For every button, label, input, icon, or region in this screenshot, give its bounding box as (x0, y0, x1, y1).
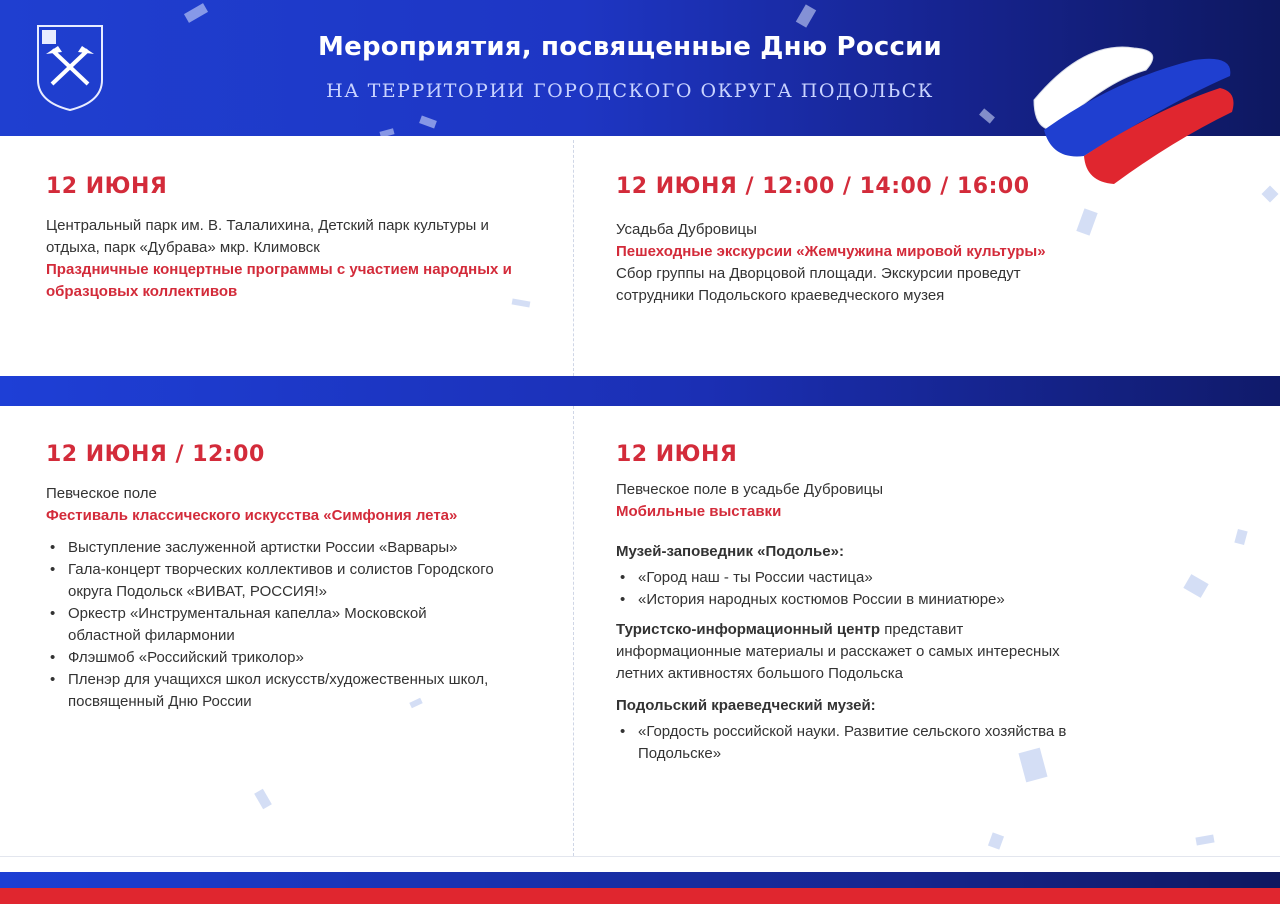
list-item: • Оркестр «Инструментальная капелла» Московской областной филармонии (46, 603, 496, 647)
confetti-decoration (512, 298, 531, 307)
event-place: Усадьба Дубровицы (616, 221, 757, 238)
confetti-decoration (1262, 186, 1279, 203)
section-band (0, 376, 1280, 406)
event-date: 12 ИЮНЯ (616, 442, 738, 467)
page-subtitle: НА ТЕРРИТОРИИ ГОРОДСКОГО ОКРУГА ПОДОЛЬСК (326, 80, 934, 102)
list-item: • Пленэр для учащихся школ искусств/художественных школ, посвященный Дню России (46, 669, 496, 713)
exhibition-list (616, 567, 1086, 611)
confetti-decoration (1195, 834, 1214, 845)
confetti-decoration (419, 116, 437, 129)
exhibition-list (616, 721, 1086, 765)
list-item: • «Гордость российской науки. Развитие сельского хозяйства в Подольске» (616, 721, 1086, 765)
event-place: Певческое поле в усадьбе Дубровицы (616, 481, 884, 498)
confetti-decoration (1234, 529, 1247, 545)
list-item: • Флэшмоб «Российский триколор» (46, 647, 496, 669)
event-card-top-left (46, 174, 526, 303)
list-item: • «История народных костюмов России в миниатюре» (616, 589, 1086, 611)
event-title: Мобильные выставки (616, 503, 782, 520)
event-description: Сбор группы на Дворцовой площади. Экскурсии проведут сотрудники Подольского краеведческого музея (616, 265, 1021, 304)
event-card-bottom-right (616, 442, 1086, 765)
museum-heading: Музей-заповедник «Подолье»: (616, 543, 844, 560)
footer-stripe-white (0, 856, 1280, 872)
event-date: 12 ИЮНЯ / 12:00 / 14:00 / 16:00 (616, 174, 1030, 199)
event-date: 12 ИЮНЯ (46, 174, 168, 199)
confetti-decoration (1183, 574, 1208, 598)
podolsk-crest-icon (36, 24, 104, 112)
confetti-decoration (796, 4, 816, 27)
program-list (46, 537, 496, 713)
list-item: • Гала-концерт творческих коллективов и солистов Городского округа Подольск «ВИВАТ, РОССИЯ!» (46, 559, 496, 603)
event-title: Фестиваль классического искусства «Симфония лета» (46, 507, 458, 524)
tic-name: Туристско-информационный центр (616, 621, 881, 638)
museum-heading: Подольский краеведческий музей: (616, 697, 876, 714)
confetti-decoration (254, 789, 272, 810)
event-place: Певческое поле (46, 485, 157, 502)
event-date: 12 ИЮНЯ / 12:00 (46, 442, 265, 467)
footer-stripe-blue (0, 872, 1280, 888)
tic-description: представит информационные материалы и расскажет о самых интересных летних активностях большого Подольска (616, 621, 1060, 682)
column-divider (573, 406, 574, 856)
list-item: • Выступление заслуженной артистки России «Варвары» (46, 537, 496, 559)
event-place: Центральный парк им. В. Талалихина, Детский парк культуры и отдыха, парк «Дубрава» мкр. Климовск (46, 217, 489, 256)
event-title: Пешеходные экскурсии «Жемчужина мировой культуры» (616, 243, 1046, 260)
confetti-decoration (1076, 208, 1097, 235)
tic-paragraph (616, 619, 1086, 685)
confetti-decoration (379, 128, 394, 136)
event-card-top-right (616, 174, 1066, 307)
page-title: Мероприятия, посвященные Дню России (318, 32, 942, 62)
list-item: • «Город наш - ты России частица» (616, 567, 1086, 589)
confetti-decoration (979, 108, 995, 123)
confetti-decoration (184, 3, 208, 23)
confetti-decoration (988, 832, 1004, 849)
event-card-bottom-left (46, 442, 496, 713)
footer-stripe-red (0, 888, 1280, 904)
column-divider (573, 140, 574, 376)
event-title: Праздничные концертные программы с участием народных и образцовых коллективов (46, 261, 512, 300)
